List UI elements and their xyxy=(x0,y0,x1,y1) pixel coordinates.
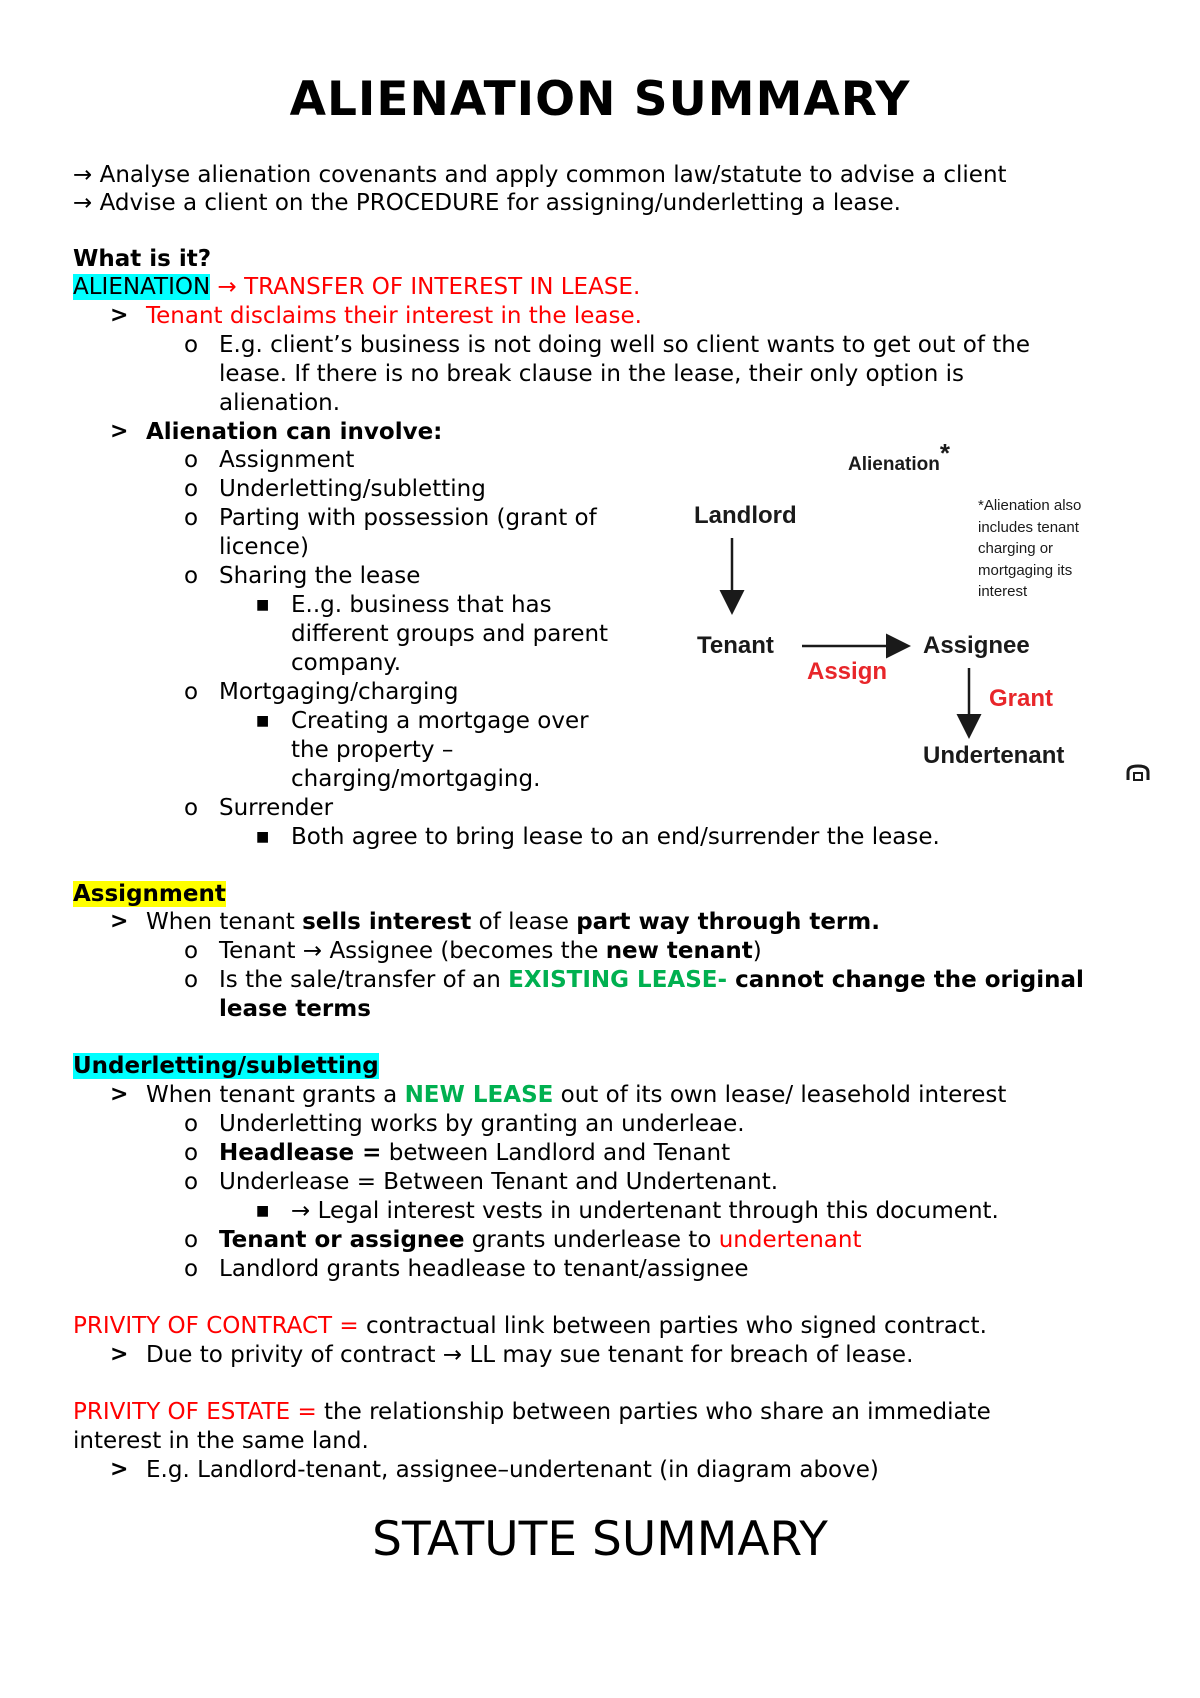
surrender-sub: Both agree to bring lease to an end/surrender the lease. xyxy=(291,824,940,850)
example-line-2: lease. If there is no break clause in the lease, their only option is xyxy=(219,361,964,387)
circle-bullet-icon: o xyxy=(184,679,199,705)
underletting-point-5: → Legal interest vests in undertenant through this document. xyxy=(291,1198,999,1224)
objective-2: → Advise a client on the PROCEDURE for assigning/underletting a lease. xyxy=(73,190,901,216)
underletting-point-4: Underlease = Between Tenant and Undertenant. xyxy=(219,1169,779,1195)
mortgaging-sub-1: Creating a mortgage over xyxy=(291,708,589,734)
privity-estate: PRIVITY OF ESTATE = the relationship between parties who share an immediate xyxy=(73,1399,991,1425)
circle-bullet-icon: o xyxy=(184,505,199,531)
circle-bullet-icon: o xyxy=(184,938,199,964)
circle-bullet-icon: o xyxy=(184,476,199,502)
statute-summary-title: STATUTE SUMMARY xyxy=(372,1512,828,1567)
circle-bullet-icon: o xyxy=(184,1140,199,1166)
involve-heading: Alienation can involve: xyxy=(146,419,443,445)
square-bullet-icon: ■ xyxy=(256,713,270,729)
sharing-sub-1: E..g. business that has xyxy=(291,592,552,618)
mortgaging-sub-2: the property – xyxy=(291,737,454,763)
chevron-bullet-icon: > xyxy=(110,909,129,934)
involve-sharing: Sharing the lease xyxy=(219,563,421,589)
example-line-3: alienation. xyxy=(219,390,341,416)
underletting-point-3: Headlease = between Landlord and Tenant xyxy=(219,1140,731,1166)
diagram-assignee: Assignee xyxy=(923,632,1030,659)
circle-bullet-icon: o xyxy=(184,563,199,589)
diagram-tenant: Tenant xyxy=(697,632,774,659)
circle-bullet-icon: o xyxy=(184,447,199,473)
privity-contract-bullet: Due to privity of contract → LL may sue tenant for breach of lease. xyxy=(146,1342,914,1368)
involve-assignment: Assignment xyxy=(219,447,355,473)
assignment-heading: Assignment xyxy=(73,881,226,907)
circle-bullet-icon: o xyxy=(184,795,199,821)
chevron-bullet-icon: > xyxy=(110,1082,129,1107)
chevron-bullet-icon: > xyxy=(110,303,129,328)
diagram-landlord: Landlord xyxy=(694,502,797,529)
assignment-point-3: Is the sale/transfer of an EXISTING LEASE- cannot change the original xyxy=(219,967,1084,993)
chevron-bullet-icon: > xyxy=(110,1457,129,1482)
circle-bullet-icon: o xyxy=(184,332,199,358)
chevron-bullet-icon: > xyxy=(110,1342,129,1367)
underletting-point-6: Tenant or assignee grants underlease to undertenant xyxy=(219,1227,862,1253)
involve-surrender: Surrender xyxy=(219,795,334,821)
square-bullet-icon: ■ xyxy=(256,1203,270,1219)
square-bullet-icon: ■ xyxy=(256,597,270,613)
involve-parting-2: licence) xyxy=(219,534,309,560)
alienation-label: ALIENATION xyxy=(73,274,211,300)
privity-contract: PRIVITY OF CONTRACT = contractual link between parties who signed contract. xyxy=(73,1313,987,1339)
underletting-point-1: When tenant grants a NEW LEASE out of its own lease/ leasehold interest xyxy=(146,1082,1007,1108)
assignment-point-2: Tenant → Assignee (becomes the new tenant) xyxy=(219,938,762,964)
involve-underletting: Underletting/subletting xyxy=(219,476,486,502)
alienation-diagram xyxy=(680,430,1160,800)
diagram-note: *Alienation also includes tenant charging or mortgaging its interest xyxy=(978,497,1082,600)
privity-estate-cont: interest in the same land. xyxy=(73,1428,369,1454)
underletting-point-2: Underletting works by granting an underleae. xyxy=(219,1111,745,1137)
assignment-point-1: When tenant sells interest of lease part way through term. xyxy=(146,909,880,935)
example-line-1: E.g. client’s business is not doing well so client wants to get out of the xyxy=(219,332,1030,358)
diagram-arrows xyxy=(680,430,1160,800)
disclaim-text: Tenant disclaims their interest in the lease. xyxy=(146,303,642,329)
mortgaging-sub-3: charging/mortgaging. xyxy=(291,766,541,792)
sharing-sub-3: company. xyxy=(291,650,402,676)
circle-bullet-icon: o xyxy=(184,1256,199,1282)
alienation-definition xyxy=(73,273,640,301)
circle-bullet-icon: o xyxy=(184,1169,199,1195)
involve-mortgaging: Mortgaging/charging xyxy=(219,679,459,705)
chevron-bullet-icon: > xyxy=(110,419,129,444)
sharing-sub-2: different groups and parent xyxy=(291,621,609,647)
circle-bullet-icon: o xyxy=(184,967,199,993)
involve-parting-1: Parting with possession (grant of xyxy=(219,505,597,531)
assignment-point-3-cont: lease terms xyxy=(219,996,371,1022)
diagram-grant-label: Grant xyxy=(989,685,1054,712)
diagram-title: Alienation* xyxy=(848,438,950,475)
circle-bullet-icon: o xyxy=(184,1227,199,1253)
underletting-point-7: Landlord grants headlease to tenant/assignee xyxy=(219,1256,749,1282)
square-bullet-icon: ■ xyxy=(256,829,270,845)
diagram-undertenant: Undertenant xyxy=(923,742,1065,769)
diagram-assign-label: Assign xyxy=(807,658,888,685)
circle-bullet-icon: o xyxy=(184,1111,199,1137)
privity-estate-bullet: E.g. Landlord-tenant, assignee–undertenant (in diagram above) xyxy=(146,1457,879,1483)
diagram-corner-icon xyxy=(1128,766,1148,780)
underletting-heading: Underletting/subletting xyxy=(73,1053,379,1079)
objective-1: → Analyse alienation covenants and apply common law/statute to advise a client xyxy=(73,162,1007,188)
alienation-def-text: → TRANSFER OF INTEREST IN LEASE. xyxy=(210,274,641,300)
page-title: ALIENATION SUMMARY xyxy=(289,72,911,127)
what-is-it-heading: What is it? xyxy=(73,246,212,272)
